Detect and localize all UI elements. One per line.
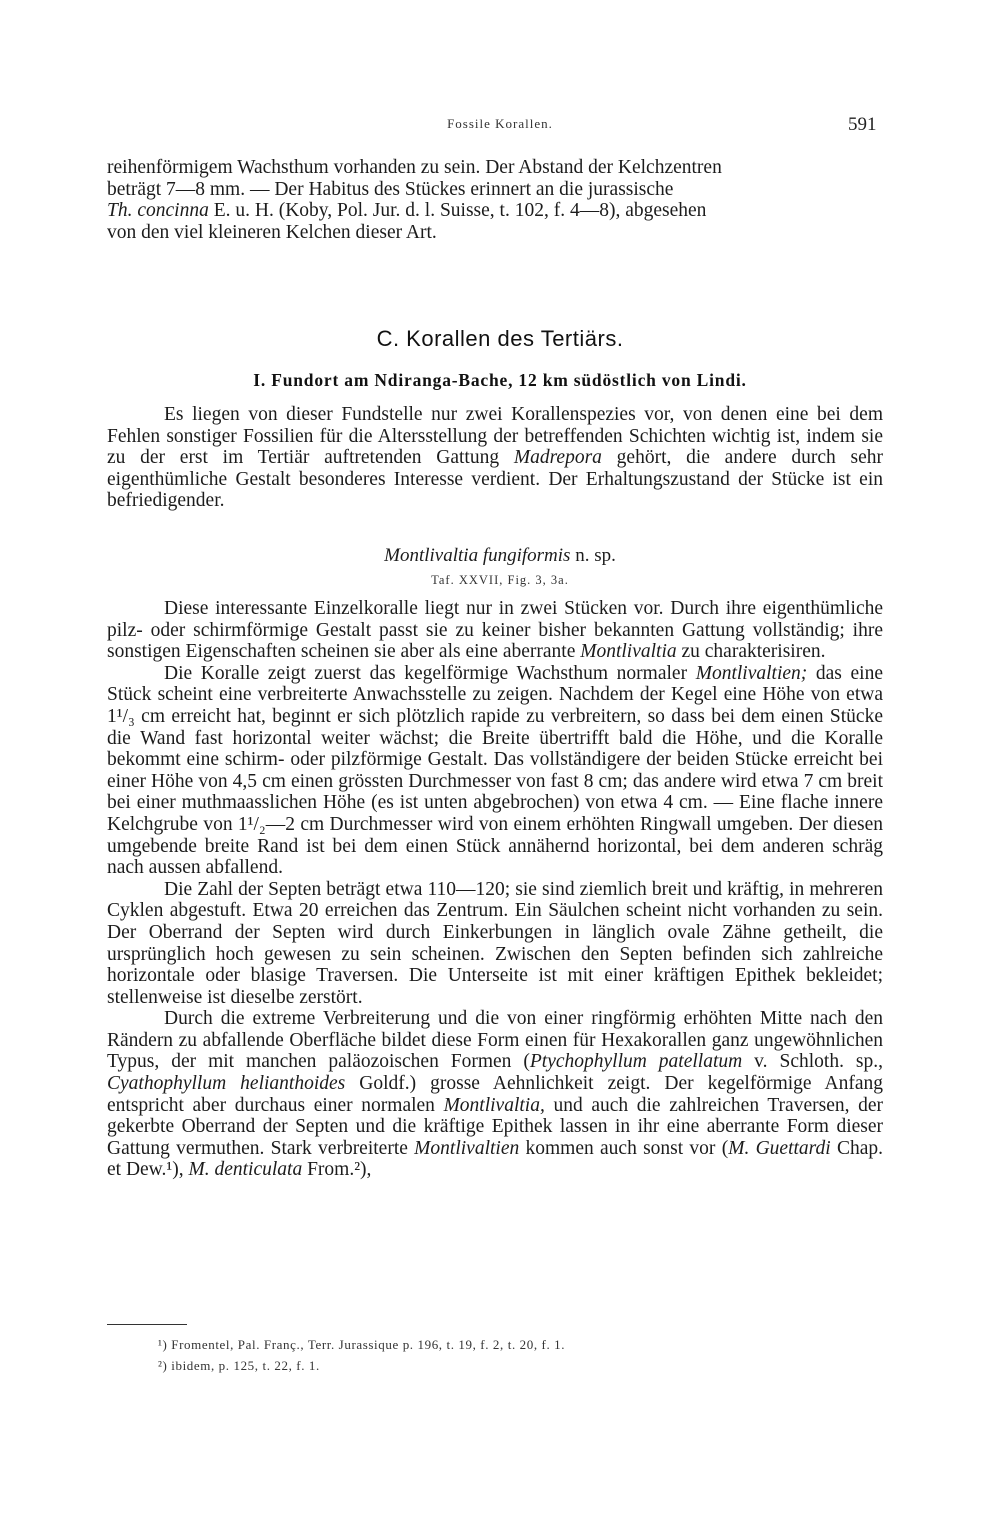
paragraph-2-rest: das eine Stück scheint eine verbreiterte Anwachsstelle zu zeigen. Nachdem der Kegel eine Höhe von etwa 1¹/₃ cm erreicht hat, beginnt er sich plötzlich rapide zu verbreitern, so dass bei dem einen Stücke die Wand fast horizontal weiter wächst; die Breite übertrifft bald die Höhe, und die Koralle bekommt eine schirm- oder pilzförmige Gestalt. Das vollständigere der beiden Stücke erreicht bei einer Höhe von 4,5 cm einen grössten Durchmesser von fast 8 cm; das andere wird etwa 7 cm breit bei einer muthmaasslichen Höhe (es ist unten abgebrochen) von etwa 4 cm. — Eine flache innere Kelchgrube von 1¹/₂—2 cm Durchmesser wird von einem erhöhten Ringwall umgeben. Der diesen umgebende breite Rand ist bei dem einen Stück annähernd horizontal, bei dem anderen schräg nach aussen abfallend. bbox=[107, 662, 883, 879]
species-name: Montlivaltia fungiformis bbox=[384, 545, 571, 566]
genus-montlivaltien: Montlivaltien bbox=[414, 1137, 520, 1159]
section-intro-part-2: gehört, die andere durch sehr eigenthümliche Gestalt besonderes Interesse verdient. Der Erhaltungszustand der Stücke ist ein befriedigender. bbox=[107, 447, 884, 512]
section-intro-text bbox=[107, 404, 883, 512]
paragraph-1-text: Diese interessante Einzelkoralle liegt nur in zwei Stücken vor. Durch ihre eigenthümliche pilz- oder schirmförmige Gestalt passt sie zu keiner bisher bekannten Gattung vollständig; ihre sonstigen Eigenschaften scheinen sie aber als eine aberrante bbox=[107, 598, 883, 663]
paragraph-2-genus: Montlivaltien; bbox=[695, 662, 808, 684]
footnote-1: ¹) Fromentel, Pal. Franç., Terr. Jurassique p. 196, t. 19, f. 2, t. 20, f. 1. bbox=[158, 1337, 566, 1352]
section-heading: C. Korallen des Tertiärs. bbox=[376, 326, 624, 351]
intro-line-2: beträgt 7—8 mm. — Der Habitus des Stückes erinnert an die jurassische bbox=[107, 178, 674, 200]
species-denticulata: M. denticulata bbox=[188, 1159, 303, 1181]
paragraph-4 bbox=[107, 1008, 883, 1181]
body-text bbox=[107, 598, 883, 1181]
intro-line-4: von den viel kleineren Kelchen dieser Art. bbox=[107, 221, 437, 243]
intro-paragraph bbox=[107, 157, 883, 243]
paragraph-4-part-c: Goldf.) grosse Aehnlichkeit zeigt. Der kegelförmige Anfang entspricht aber durchaus einer normalen bbox=[107, 1073, 883, 1116]
paragraph-1 bbox=[107, 598, 883, 663]
page-number: 591 bbox=[848, 114, 877, 135]
paragraph-4-part-d: und auch die zahlreichen Traversen, der gekerbte Oberrand der Septen und die kräftige Epithek lassen in ihr eine aberrante Form dieser Gattung vermuthen. Stark verbreiterte bbox=[107, 1094, 883, 1159]
section-intro-paragraph bbox=[107, 404, 883, 512]
paragraph-4-part-g: From.²), bbox=[302, 1159, 372, 1181]
footnote-divider bbox=[107, 1324, 187, 1325]
intro-line-3: E. u. H. (Koby, Pol. Jur. d. l. Suisse, t. 102, f. 4—8), abgesehen bbox=[208, 200, 707, 222]
intro-text bbox=[107, 157, 883, 243]
intro-species-name: Th. concinna bbox=[107, 200, 209, 222]
paragraph-2 bbox=[107, 663, 883, 879]
genus-name-madrepora: Madrepora bbox=[513, 447, 602, 469]
species-heading bbox=[0, 545, 1000, 567]
paragraph-4-part-f: Chap. et Dew.¹), bbox=[107, 1137, 884, 1181]
genus-montlivaltia: Montlivaltia, bbox=[443, 1094, 545, 1116]
subsection-heading: I. Fundort am Ndiranga-Bache, 12 km südöstlich von Lindi. bbox=[253, 370, 747, 390]
paragraph-4-part-e: kommen auch sonst vor ( bbox=[519, 1137, 729, 1159]
paragraph-2-text: Die Koralle zeigt zuerst das kegelförmige Wachsthum normaler bbox=[164, 662, 696, 684]
footnote-2: ²) ibidem, p. 125, t. 22, f. 1. bbox=[158, 1358, 320, 1373]
section-intro-part-1: Es liegen von dieser Fundstelle nur zwei Korallenspezies vor, von denen eine bei dem Fehlen sonstiger Fossilien für die Altersstellung der betreffenden Schichten wichtig ist, indem sie zu der erst im Tertiär auftretenden Gattung bbox=[107, 404, 883, 469]
species-ptychophyllum: Ptychophyllum patellatum bbox=[529, 1051, 743, 1073]
intro-line-1: reihenförmigem Wachsthum vorhanden zu sein. Der Abstand der Kelchzentren bbox=[107, 157, 722, 178]
paragraph-3: Die Zahl der Septen beträgt etwa 110—120; sie sind ziemlich breit und kräftig, in mehreren Cyklen abgestuft. Etwa 20 erreichen das Zentrum. Ein Säulchen scheint nicht vorhanden zu sein. Der Oberrand der Septen wird durch Einkerbungen in länglich ovale Zähne getheilt, die ursprünglich hoch gewesen zu sein scheinen. Zwischen den Septen befinden sich zahlreiche horizontale oder blasige Traversen. Die Unterseite ist mit einer kräftigen Epithek bekleidet; stellenweise ist dieselbe zerstört. bbox=[107, 878, 883, 1008]
paragraph-1-end: zu charakterisiren. bbox=[676, 641, 826, 663]
paragraph-1-genus: Montlivaltia bbox=[580, 641, 677, 663]
plate-reference: Taf. XXVII, Fig. 3, 3a. bbox=[431, 573, 569, 587]
species-cyathophyllum: Cyathophyllum helianthoides bbox=[107, 1073, 346, 1095]
running-head: Fossile Korallen. bbox=[447, 116, 553, 131]
footnotes bbox=[158, 1334, 878, 1376]
species-suffix: n. sp. bbox=[570, 545, 616, 566]
paragraph-4-text: Durch die extreme Verbreiterung und die von einer ringförmig erhöhten Mitte nach den Rändern zu abfallende Oberfläche bildet diese Form einen für Hexakorallen ganz ungewöhnlichen Typus, der mit manchen paläozoischen Formen ( bbox=[107, 1008, 883, 1073]
paragraph-4-part-b: v. Schloth. sp., bbox=[742, 1051, 883, 1073]
species-guettardi: M. Guettardi bbox=[728, 1137, 831, 1159]
